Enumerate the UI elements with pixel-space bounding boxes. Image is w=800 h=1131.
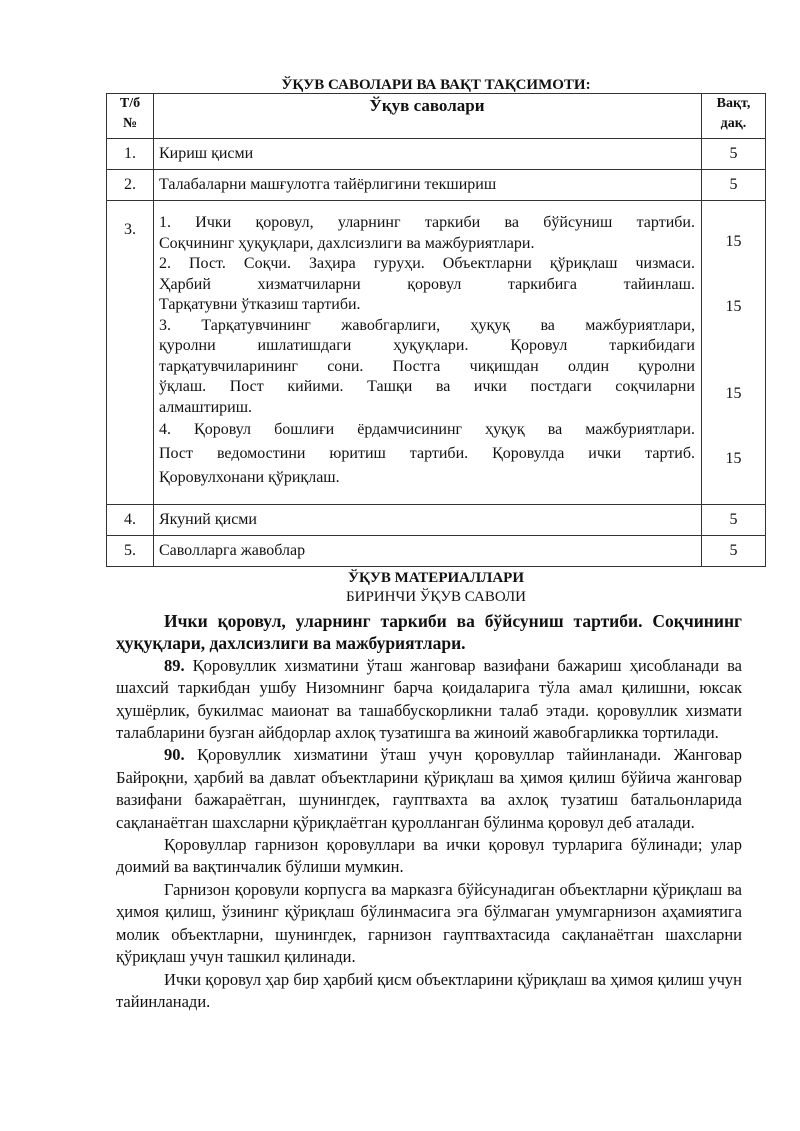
subtopic-line: Тарқатувни ўтказиш тартиби. [158, 296, 361, 313]
paragraph: Қоровуллар гарнизон қоровуллари ва ички қоровул турларига бўлинади; улар доимий ва вақтинчалик бўлиши мумкин. [116, 835, 742, 877]
row-topic: Талабаларни машғулотга тайёрлигини текшириш [153, 170, 701, 201]
paragraph-text: Қоровуллик хизматини ўташ учун қоровуллар тайинланади. Жанговар Байроқни, ҳарбий ва давлат объектларини қўриқлаш ва ҳимоя қилиш бўйича жанговар вазифани бажараётган, шунингдек, гауптвахта ва ахлоқ тузатиш батальонларида сақланаётган шахсларни қўриқлаётган қуролланган бўлинма қоровул деб аталади. [116, 745, 742, 832]
row-time: 5 [701, 170, 765, 201]
subtopic-time: 15 [725, 450, 742, 467]
header-time [701, 94, 765, 139]
row-topic-list [153, 201, 701, 505]
section-heading: Ички қоровул, уларнинг таркиби ва бўйсуниш тартиби. Соқчининг ҳуқуқлари, дахлсизлиги ва мажбуриятлари. [116, 611, 742, 654]
subtopic-line: 3. Тарқатувчининг жавобгарлиги, ҳуқуқ ва мажбуриятлари, [158, 316, 695, 334]
table-row [107, 170, 766, 201]
table-row [107, 139, 766, 170]
subtopic-line: алмаштириш. [158, 398, 253, 416]
subtopic-time: 15 [725, 298, 742, 315]
paragraph: Ички қоровул ҳар бир ҳарбий қисм объектларини қўриқлаш ва ҳимоя қилиш учун тайинланади. [116, 969, 742, 1011]
question-title: БИРИНЧИ ЎҚУВ САВОЛИ [346, 589, 526, 605]
row-time: 5 [701, 505, 765, 536]
subtopic-time: 15 [725, 233, 742, 250]
paragraph [116, 655, 742, 745]
header-time-line1: Вақт, [716, 96, 751, 111]
row-times [701, 201, 765, 505]
paragraph [116, 744, 742, 834]
table-row [107, 201, 766, 505]
row-number-text: 3. [123, 221, 136, 238]
header-number-line2: № [122, 116, 138, 131]
subtopic-line: Соқчининг ҳуқуқлари, дахлсизлиги ва мажбуриятлари. [158, 234, 535, 252]
subtopic-line: Пост ведомостини юритиш тартиби. Қоровулда ички тартиб. [158, 445, 695, 462]
table-row [107, 505, 766, 536]
body-text [116, 610, 742, 1013]
subtopic-time: 15 [725, 385, 742, 402]
paragraph-number: 90. [164, 745, 185, 765]
header-topic: Ўқув саволари [153, 94, 701, 139]
row-topic: Саволларга жавоблар [153, 536, 701, 567]
header-number [107, 94, 154, 139]
row-time: 5 [701, 139, 765, 170]
header-number-line1: Т/б [119, 96, 141, 111]
paragraph: Гарнизон қоровули корпусга ва марказга бўйсунадиган объектларни қўриқлаш ва ҳимоя қилиш, ўзининг қўриқлаш бўлинмасига эга бўлмаган умумгарнизон аҳамиятига молик объектларни, шунингдек, гарнизон гауптвахтасида сақланаётган шахсларни қўриқлаш учун ташкил қилинади. [116, 879, 742, 967]
row-time: 5 [701, 536, 765, 567]
materials-title: ЎҚУВ МАТЕРИАЛЛАРИ [347, 570, 524, 586]
table-row [107, 536, 766, 567]
page-title: ЎҚУВ САВОЛАРИ ВА ВАҚТ ТАҚСИМОТИ: [281, 77, 591, 93]
subtopic-line: Ҳарбий хизматчиларни қоровул таркибига тайинлаш. [158, 275, 695, 293]
header-time-line2: дақ. [720, 116, 747, 131]
row-number: 1. [107, 139, 154, 170]
paragraph-number: 89. [164, 655, 185, 675]
row-number: 2. [107, 170, 154, 201]
subtopic-line: тарқатувчиларининг сони. Постга чиқишдан олдин қуролни [158, 357, 695, 375]
row-number: 5. [107, 536, 154, 567]
subtopic-line: қуролни ишлатишдаги ҳуқуқлари. Қоровул таркибидаги [158, 337, 695, 354]
schedule-table [106, 93, 766, 567]
subtopic-line: 2. Пост. Соқчи. Заҳира гуруҳи. Объектларни қўриқлаш чизмаси. [158, 255, 695, 272]
row-number: 4. [107, 505, 154, 536]
subtopic-line: Қоровулхонани қўриқлаш. [158, 469, 340, 486]
subtopic-line: 1. Ички қоровул, уларнинг таркиби ва бўйсуниш тартиби. [158, 214, 695, 231]
subtopic-line: ўқлаш. Пост кийими. Ташқи ва ички постдаги соқчиларни [158, 378, 695, 395]
table-header-row [107, 94, 766, 139]
subtopic-line: 4. Қоровул бошлиғи ёрдамчисининг ҳуқуқ ва мажбуриятлари. [158, 421, 695, 438]
row-number [107, 201, 154, 505]
row-topic: Якуний қисми [153, 505, 701, 536]
row-topic: Кириш қисми [153, 139, 701, 170]
paragraph-text: Қоровуллик хизматини ўташ жанговар вазифани бажариш ҳисобланади ва шахсий таркибдан ушбу Низомнинг барча қоидаларига тўла амал қилишни, юксак ҳушёрлик, букилмас маионат ва ташаббускорликни талаб этади. қоровуллик хизмати талабларини бузган айбдорлар ахлоқ тузатишга ва жиноий жавобгарликка тортилади. [116, 655, 742, 743]
